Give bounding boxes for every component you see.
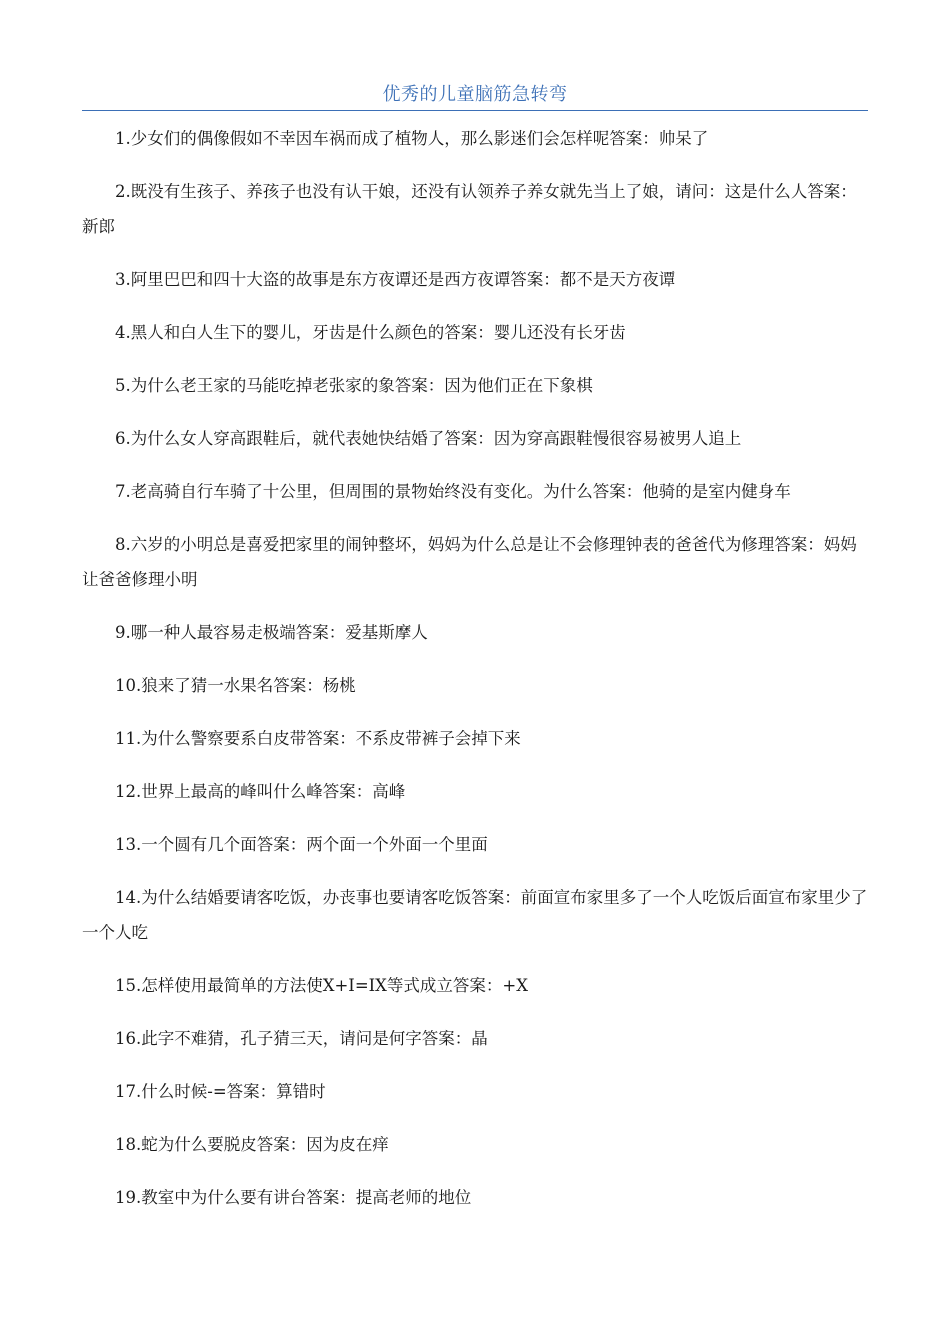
riddle-item-17: 17.什么时候-=答案：算错时 (115, 1082, 326, 1101)
riddle-item-16: 16.此字不难猜，孔子猜三天，请问是何字答案：晶 (115, 1029, 488, 1048)
riddle-item-3: 3.阿里巴巴和四十大盗的故事是东方夜谭还是西方夜谭答案：都不是天方夜谭 (115, 270, 676, 289)
riddle-item-9: 9.哪一种人最容易走极端答案：爱基斯摩人 (115, 623, 428, 642)
riddle-item-4: 4.黑人和白人生下的婴儿，牙齿是什么颜色的答案：婴儿还没有长牙齿 (115, 323, 626, 342)
riddle-item-5: 5.为什么老王家的马能吃掉老张家的象答案：因为他们正在下象棋 (115, 376, 593, 395)
riddle-item-1: 1.少女们的偶像假如不幸因车祸而成了植物人，那么影迷们会怎样呢答案：帅呆了 (115, 129, 709, 148)
riddle-item-18: 18.蛇为什么要脱皮答案：因为皮在痒 (115, 1135, 389, 1154)
riddle-item-6: 6.为什么女人穿高跟鞋后，就代表她快结婚了答案：因为穿高跟鞋慢很容易被男人追上 (115, 429, 742, 448)
riddle-item-19: 19.教室中为什么要有讲台答案：提高老师的地位 (115, 1188, 472, 1207)
riddle-item-7: 7.老高骑自行车骑了十公里，但周围的景物始终没有变化。为什么答案：他骑的是室内健身车 (115, 482, 791, 501)
riddle-item-15: 15.怎样使用最简单的方法使X+I=IX等式成立答案：+X (115, 976, 528, 995)
riddle-item-11: 11.为什么警察要系白皮带答案：不系皮带裤子会掉下来 (115, 729, 521, 748)
riddle-item-14: 14.为什么结婚要请客吃饭，办丧事也要请客吃饭答案：前面宣布家里多了一个人吃饭后面宣布家里少了一个人吃 (82, 888, 868, 942)
riddle-item-13: 13.一个圆有几个面答案：两个面一个外面一个里面 (115, 835, 488, 854)
riddle-item-12: 12.世界上最高的峰叫什么峰答案：高峰 (115, 782, 406, 801)
riddle-list (82, 121, 870, 1233)
riddle-item-8: 8.六岁的小明总是喜爱把家里的闹钟整坏，妈妈为什么总是让不会修理钟表的爸爸代为修理答案：妈妈让爸爸修理小明 (82, 535, 857, 589)
page-title: 优秀的儿童脑筋急转弯 (382, 84, 568, 105)
page-header (82, 80, 868, 111)
riddle-item-10: 10.狼来了猜一水果名答案：杨桃 (115, 676, 356, 695)
riddle-item-2: 2.既没有生孩子、养孩子也没有认干娘，还没有认领养子养女就先当上了娘，请问：这是什么人答案：新郎 (82, 182, 857, 236)
